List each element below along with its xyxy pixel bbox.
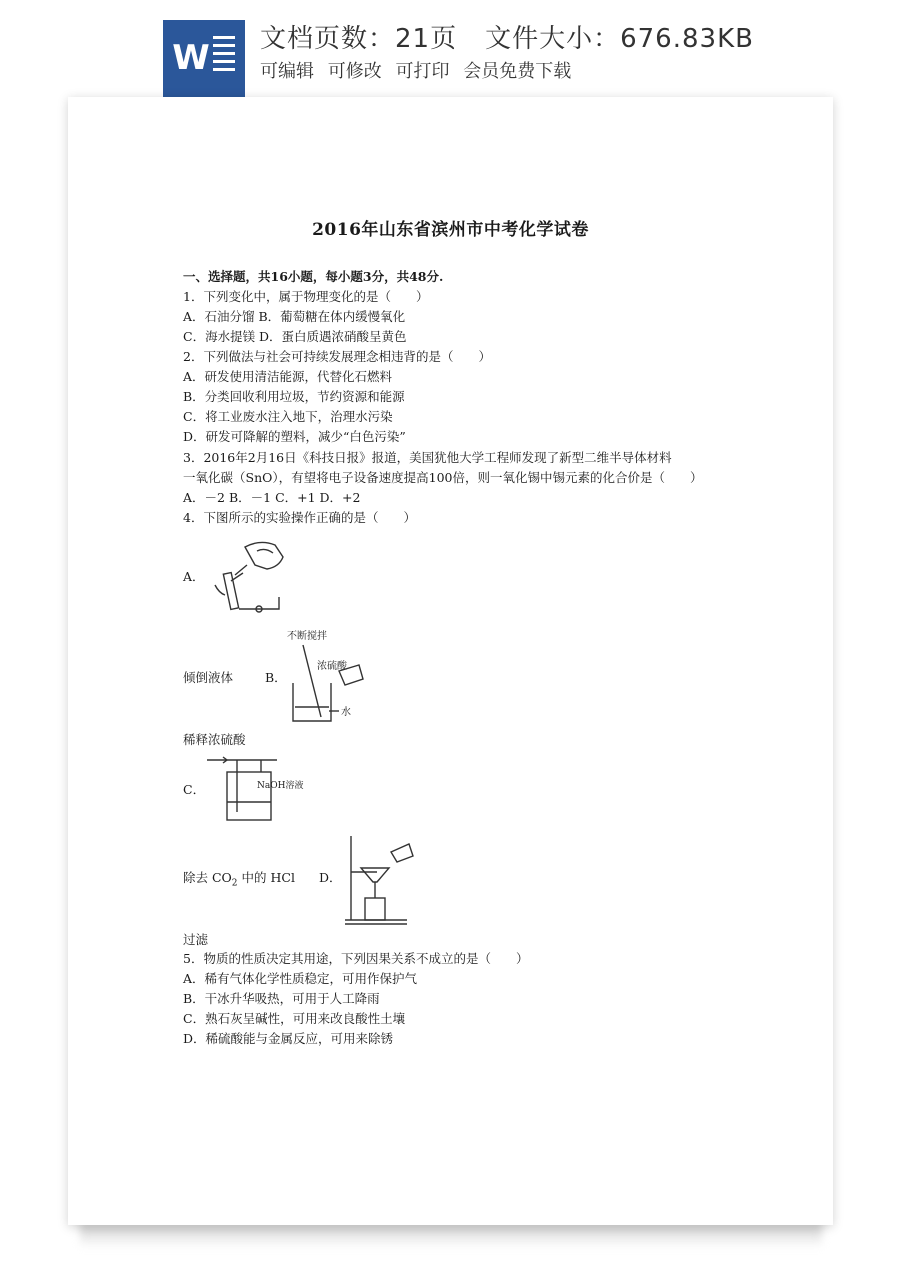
question-1: 1．下列变化中，属于物理变化的是（ ） <box>183 289 429 304</box>
file-size: 文件大小：676.83KB <box>485 24 754 54</box>
document-title: 2016年山东省滨州市中考化学试卷 <box>312 220 589 240</box>
feature-list <box>260 57 579 83</box>
page-count: 文档页数：21页 <box>260 24 458 54</box>
feature-printable: 可打印 <box>395 61 450 82</box>
dilute-acid-figure <box>283 627 368 722</box>
question-1-options-ab: A．石油分馏 B．葡萄糖在体内缓慢氧化 <box>183 309 406 324</box>
question-2-option-b: B．分类回收利用垃圾，节约资源和能源 <box>183 389 405 404</box>
question-5: 5．物质的性质决定其用途，下列因果关系不成立的是（ ） <box>183 951 529 966</box>
q4-option-d-label: D． <box>319 870 342 885</box>
q4-option-a-text: 倾倒液体 <box>183 670 234 685</box>
pouring-liquid-figure <box>205 535 295 615</box>
q4-option-b-label: B． <box>265 670 287 685</box>
fig-label-acid: 浓硫酸 <box>317 661 347 672</box>
q4-option-b-text: 稀释浓硫酸 <box>183 732 246 747</box>
question-5-option-d: D．稀硫酸能与金属反应，可用来除锈 <box>183 1031 394 1046</box>
q4-option-c-text: 除去 $CO_2$ 中的 HCl <box>183 870 295 889</box>
filtration-figure <box>343 832 433 927</box>
feature-modifiable: 可修改 <box>327 61 382 82</box>
feature-member-download: 会员免费下载 <box>463 61 572 82</box>
gas-washing-bottle-figure <box>207 752 307 827</box>
q4-option-a-label: A． <box>183 569 205 584</box>
question-2-option-d: D．研发可降解的塑料，减少“白色污染” <box>183 429 406 444</box>
question-5-option-a: A．稀有气体化学性质稳定，可用作保护气 <box>183 971 418 986</box>
feature-editable: 可编辑 <box>260 61 314 82</box>
document-page <box>68 97 833 1225</box>
question-5-option-b: B．干冰升华吸热，可用于人工降雨 <box>183 991 380 1006</box>
question-5-option-c: C．熟石灰呈碱性，可用来改良酸性土壤 <box>183 1011 406 1026</box>
page-shadow <box>80 1222 822 1248</box>
question-2: 2．下列做法与社会可持续发展理念相违背的是（ ） <box>183 349 491 364</box>
question-3-line-1: 3．2016年2月16日《科技日报》报道，美国犹他大学工程师发现了新型二维半导体材料 <box>183 450 672 465</box>
section-heading: 一、选择题，共16小题，每小题3分，共48分. <box>183 269 444 284</box>
question-3-options: A．－2 B．－1 C．+1 D．+2 <box>183 490 361 505</box>
word-doc-icon: W <box>163 20 245 98</box>
question-1-options-cd: C．海水提镁 D．蛋白质遇浓硝酸呈黄色 <box>183 329 407 344</box>
question-2-option-c: C．将工业废水注入地下，治理水污染 <box>183 409 393 424</box>
download-banner <box>0 0 900 100</box>
fig-label-stir: 不断搅拌 <box>287 631 327 642</box>
file-meta <box>260 18 754 55</box>
fig-label-water: 水 <box>341 707 351 718</box>
q4-option-d-text: 过滤 <box>183 932 209 947</box>
q4-option-c-label: C． <box>183 782 206 797</box>
question-3-line-2: 一氧化碳（SnO），有望将电子设备速度提高100倍，则一氧化锡中锡元素的化合价是（ ） <box>183 470 703 485</box>
question-4: 4．下图所示的实验操作正确的是（ ） <box>183 510 416 525</box>
fig-label-naoh: NaOH溶液 <box>257 781 304 791</box>
question-2-option-a: A．研发使用清洁能源，代替化石燃料 <box>183 369 393 384</box>
